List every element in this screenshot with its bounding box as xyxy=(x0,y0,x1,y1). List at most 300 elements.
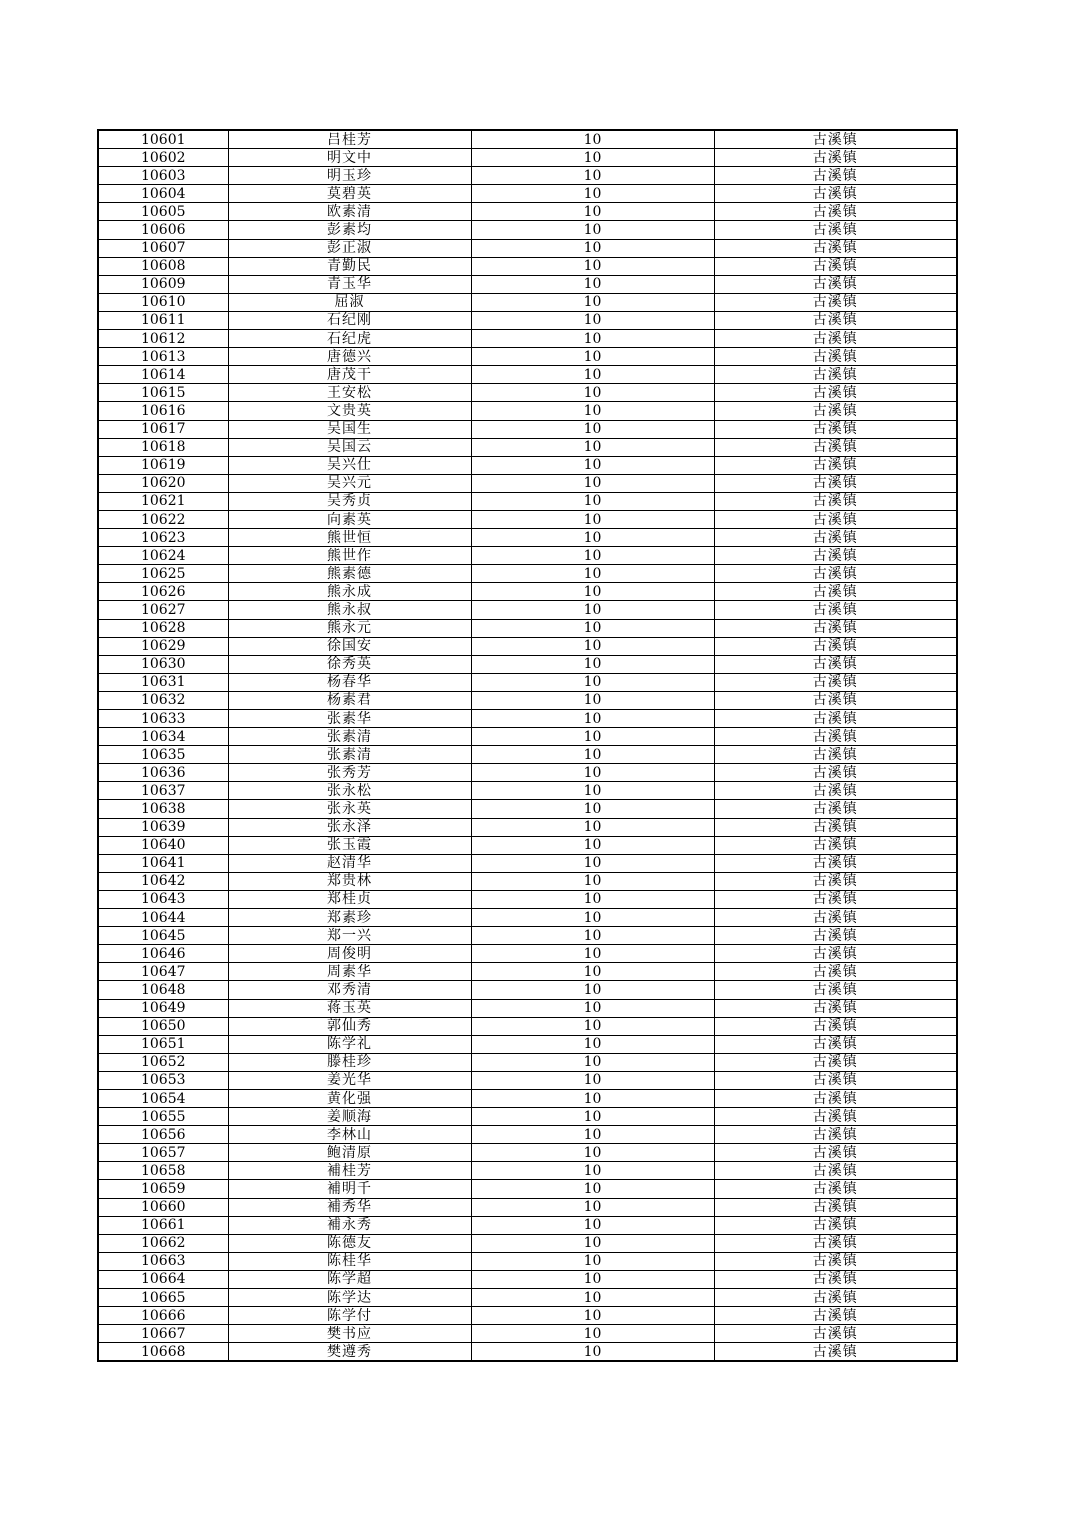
row-number-cell: 10 xyxy=(471,872,714,890)
row-id-cell: 10636 xyxy=(98,764,228,782)
row-number-cell: 10 xyxy=(471,836,714,854)
row-number-cell: 10 xyxy=(471,945,714,963)
row-name-cell: 李林山 xyxy=(228,1126,471,1144)
row-number-cell: 10 xyxy=(471,438,714,456)
row-town-cell: 古溪镇 xyxy=(714,1071,957,1089)
row-id-cell: 10607 xyxy=(98,239,228,257)
row-id-cell: 10655 xyxy=(98,1108,228,1126)
table-row xyxy=(98,1270,957,1288)
row-number-cell: 10 xyxy=(471,384,714,402)
row-town-cell: 古溪镇 xyxy=(714,655,957,673)
row-name-cell: 张素清 xyxy=(228,746,471,764)
row-name-cell: 张玉霞 xyxy=(228,836,471,854)
row-number-cell: 10 xyxy=(471,963,714,981)
row-name-cell: 石纪虎 xyxy=(228,330,471,348)
row-id-cell: 10619 xyxy=(98,456,228,474)
row-town-cell: 古溪镇 xyxy=(714,619,957,637)
table-row xyxy=(98,800,957,818)
row-id-cell: 10626 xyxy=(98,583,228,601)
row-town-cell: 古溪镇 xyxy=(714,1017,957,1035)
table-row xyxy=(98,384,957,402)
row-number-cell: 10 xyxy=(471,1180,714,1198)
row-town-cell: 古溪镇 xyxy=(714,510,957,528)
roster-table-body xyxy=(98,130,957,1361)
row-town-cell: 古溪镇 xyxy=(714,384,957,402)
row-name-cell: 文贵英 xyxy=(228,402,471,420)
row-town-cell: 古溪镇 xyxy=(714,547,957,565)
row-number-cell: 10 xyxy=(471,1126,714,1144)
row-name-cell: 補桂芳 xyxy=(228,1162,471,1180)
row-number-cell: 10 xyxy=(471,492,714,510)
table-row xyxy=(98,655,957,673)
row-town-cell: 古溪镇 xyxy=(714,601,957,619)
row-town-cell: 古溪镇 xyxy=(714,185,957,203)
row-number-cell: 10 xyxy=(471,673,714,691)
row-name-cell: 莫碧英 xyxy=(228,185,471,203)
table-row xyxy=(98,1071,957,1089)
row-town-cell: 古溪镇 xyxy=(714,330,957,348)
row-town-cell: 古溪镇 xyxy=(714,1198,957,1216)
table-row xyxy=(98,402,957,420)
row-id-cell: 10650 xyxy=(98,1017,228,1035)
row-number-cell: 10 xyxy=(471,782,714,800)
row-town-cell: 古溪镇 xyxy=(714,800,957,818)
row-number-cell: 10 xyxy=(471,746,714,764)
row-number-cell: 10 xyxy=(471,637,714,655)
table-row xyxy=(98,981,957,999)
row-number-cell: 10 xyxy=(471,1325,714,1343)
table-row xyxy=(98,1126,957,1144)
row-town-cell: 古溪镇 xyxy=(714,836,957,854)
row-id-cell: 10667 xyxy=(98,1325,228,1343)
row-name-cell: 石纪刚 xyxy=(228,311,471,329)
row-name-cell: 熊永叔 xyxy=(228,601,471,619)
row-town-cell: 古溪镇 xyxy=(714,1162,957,1180)
table-row xyxy=(98,909,957,927)
row-id-cell: 10645 xyxy=(98,927,228,945)
row-name-cell: 青勤民 xyxy=(228,257,471,275)
row-town-cell: 古溪镇 xyxy=(714,637,957,655)
row-name-cell: 陈德友 xyxy=(228,1234,471,1252)
table-row xyxy=(98,185,957,203)
row-id-cell: 10640 xyxy=(98,836,228,854)
row-number-cell: 10 xyxy=(471,981,714,999)
row-name-cell: 张秀芳 xyxy=(228,764,471,782)
table-row xyxy=(98,782,957,800)
row-id-cell: 10630 xyxy=(98,655,228,673)
row-town-cell: 古溪镇 xyxy=(714,275,957,293)
row-town-cell: 古溪镇 xyxy=(714,1234,957,1252)
row-town-cell: 古溪镇 xyxy=(714,438,957,456)
row-town-cell: 古溪镇 xyxy=(714,872,957,890)
row-town-cell: 古溪镇 xyxy=(714,366,957,384)
row-name-cell: 滕桂珍 xyxy=(228,1053,471,1071)
table-row xyxy=(98,1144,957,1162)
row-town-cell: 古溪镇 xyxy=(714,1126,957,1144)
table-row xyxy=(98,130,957,149)
table-row xyxy=(98,1343,957,1362)
row-name-cell: 徐秀英 xyxy=(228,655,471,673)
row-town-cell: 古溪镇 xyxy=(714,474,957,492)
row-id-cell: 10637 xyxy=(98,782,228,800)
row-id-cell: 10642 xyxy=(98,872,228,890)
row-number-cell: 10 xyxy=(471,890,714,908)
table-row xyxy=(98,565,957,583)
row-number-cell: 10 xyxy=(471,185,714,203)
table-row xyxy=(98,203,957,221)
table-row xyxy=(98,239,957,257)
row-id-cell: 10602 xyxy=(98,149,228,167)
row-id-cell: 10646 xyxy=(98,945,228,963)
table-row xyxy=(98,1307,957,1325)
row-town-cell: 古溪镇 xyxy=(714,981,957,999)
row-name-cell: 補秀华 xyxy=(228,1198,471,1216)
table-row xyxy=(98,890,957,908)
row-name-cell: 明文中 xyxy=(228,149,471,167)
row-town-cell: 古溪镇 xyxy=(714,1252,957,1270)
row-id-cell: 10647 xyxy=(98,963,228,981)
row-id-cell: 10628 xyxy=(98,619,228,637)
row-number-cell: 10 xyxy=(471,547,714,565)
row-town-cell: 古溪镇 xyxy=(714,710,957,728)
row-name-cell: 张永松 xyxy=(228,782,471,800)
row-number-cell: 10 xyxy=(471,1252,714,1270)
row-id-cell: 10623 xyxy=(98,529,228,547)
row-number-cell: 10 xyxy=(471,529,714,547)
row-town-cell: 古溪镇 xyxy=(714,167,957,185)
row-id-cell: 10625 xyxy=(98,565,228,583)
row-number-cell: 10 xyxy=(471,764,714,782)
row-town-cell: 古溪镇 xyxy=(714,746,957,764)
row-name-cell: 陈学付 xyxy=(228,1307,471,1325)
row-number-cell: 10 xyxy=(471,149,714,167)
row-number-cell: 10 xyxy=(471,221,714,239)
row-id-cell: 10641 xyxy=(98,854,228,872)
row-town-cell: 古溪镇 xyxy=(714,492,957,510)
row-id-cell: 10659 xyxy=(98,1180,228,1198)
row-number-cell: 10 xyxy=(471,818,714,836)
row-name-cell: 熊永成 xyxy=(228,583,471,601)
row-number-cell: 10 xyxy=(471,710,714,728)
row-name-cell: 蒋玉英 xyxy=(228,999,471,1017)
row-town-cell: 古溪镇 xyxy=(714,1289,957,1307)
row-id-cell: 10656 xyxy=(98,1126,228,1144)
table-row xyxy=(98,583,957,601)
row-town-cell: 古溪镇 xyxy=(714,221,957,239)
row-id-cell: 10611 xyxy=(98,311,228,329)
table-row xyxy=(98,728,957,746)
row-number-cell: 10 xyxy=(471,1343,714,1362)
table-row xyxy=(98,637,957,655)
table-row xyxy=(98,1035,957,1053)
table-row xyxy=(98,673,957,691)
table-row xyxy=(98,999,957,1017)
table-row xyxy=(98,872,957,890)
table-row xyxy=(98,1162,957,1180)
row-town-cell: 古溪镇 xyxy=(714,529,957,547)
row-name-cell: 陈学达 xyxy=(228,1289,471,1307)
row-number-cell: 10 xyxy=(471,348,714,366)
row-name-cell: 欧素清 xyxy=(228,203,471,221)
table-row xyxy=(98,1216,957,1234)
row-id-cell: 10663 xyxy=(98,1252,228,1270)
row-number-cell: 10 xyxy=(471,311,714,329)
table-row xyxy=(98,818,957,836)
table-row xyxy=(98,1108,957,1126)
row-id-cell: 10601 xyxy=(98,130,228,149)
row-name-cell: 张素华 xyxy=(228,710,471,728)
row-name-cell: 吴国生 xyxy=(228,420,471,438)
table-row xyxy=(98,764,957,782)
table-row xyxy=(98,1089,957,1107)
row-number-cell: 10 xyxy=(471,565,714,583)
table-row xyxy=(98,746,957,764)
row-name-cell: 吴兴元 xyxy=(228,474,471,492)
table-row xyxy=(98,1053,957,1071)
row-town-cell: 古溪镇 xyxy=(714,149,957,167)
row-id-cell: 10638 xyxy=(98,800,228,818)
row-name-cell: 彭正淑 xyxy=(228,239,471,257)
row-number-cell: 10 xyxy=(471,456,714,474)
row-number-cell: 10 xyxy=(471,510,714,528)
row-town-cell: 古溪镇 xyxy=(714,1270,957,1288)
table-row xyxy=(98,854,957,872)
table-row xyxy=(98,529,957,547)
row-id-cell: 10621 xyxy=(98,492,228,510)
row-id-cell: 10613 xyxy=(98,348,228,366)
table-row xyxy=(98,710,957,728)
row-id-cell: 10664 xyxy=(98,1270,228,1288)
row-town-cell: 古溪镇 xyxy=(714,1053,957,1071)
row-id-cell: 10633 xyxy=(98,710,228,728)
row-town-cell: 古溪镇 xyxy=(714,691,957,709)
row-name-cell: 杨素君 xyxy=(228,691,471,709)
table-row xyxy=(98,691,957,709)
row-number-cell: 10 xyxy=(471,583,714,601)
row-number-cell: 10 xyxy=(471,257,714,275)
row-number-cell: 10 xyxy=(471,130,714,149)
table-row xyxy=(98,311,957,329)
row-number-cell: 10 xyxy=(471,1144,714,1162)
table-row xyxy=(98,167,957,185)
row-id-cell: 10629 xyxy=(98,637,228,655)
table-row xyxy=(98,330,957,348)
row-id-cell: 10606 xyxy=(98,221,228,239)
row-number-cell: 10 xyxy=(471,728,714,746)
row-town-cell: 古溪镇 xyxy=(714,999,957,1017)
row-name-cell: 補永秀 xyxy=(228,1216,471,1234)
row-number-cell: 10 xyxy=(471,1162,714,1180)
row-town-cell: 古溪镇 xyxy=(714,1089,957,1107)
row-number-cell: 10 xyxy=(471,293,714,311)
row-town-cell: 古溪镇 xyxy=(714,854,957,872)
row-id-cell: 10631 xyxy=(98,673,228,691)
row-number-cell: 10 xyxy=(471,619,714,637)
row-name-cell: 彭素均 xyxy=(228,221,471,239)
row-town-cell: 古溪镇 xyxy=(714,890,957,908)
row-name-cell: 张永泽 xyxy=(228,818,471,836)
row-id-cell: 10639 xyxy=(98,818,228,836)
row-id-cell: 10643 xyxy=(98,890,228,908)
table-row xyxy=(98,438,957,456)
row-number-cell: 10 xyxy=(471,601,714,619)
row-town-cell: 古溪镇 xyxy=(714,1180,957,1198)
row-id-cell: 10666 xyxy=(98,1307,228,1325)
table-row xyxy=(98,1234,957,1252)
row-town-cell: 古溪镇 xyxy=(714,583,957,601)
table-row xyxy=(98,456,957,474)
table-row xyxy=(98,420,957,438)
row-number-cell: 10 xyxy=(471,239,714,257)
row-town-cell: 古溪镇 xyxy=(714,728,957,746)
row-number-cell: 10 xyxy=(471,1289,714,1307)
row-id-cell: 10648 xyxy=(98,981,228,999)
row-id-cell: 10658 xyxy=(98,1162,228,1180)
table-row xyxy=(98,547,957,565)
row-town-cell: 古溪镇 xyxy=(714,130,957,149)
row-name-cell: 周俊明 xyxy=(228,945,471,963)
row-id-cell: 10603 xyxy=(98,167,228,185)
row-name-cell: 熊素德 xyxy=(228,565,471,583)
row-name-cell: 徐国安 xyxy=(228,637,471,655)
row-name-cell: 黄化强 xyxy=(228,1089,471,1107)
table-row xyxy=(98,348,957,366)
table-row xyxy=(98,1289,957,1307)
row-name-cell: 杨春华 xyxy=(228,673,471,691)
row-town-cell: 古溪镇 xyxy=(714,1325,957,1343)
row-number-cell: 10 xyxy=(471,167,714,185)
row-number-cell: 10 xyxy=(471,854,714,872)
row-number-cell: 10 xyxy=(471,275,714,293)
row-id-cell: 10605 xyxy=(98,203,228,221)
row-id-cell: 10635 xyxy=(98,746,228,764)
row-number-cell: 10 xyxy=(471,999,714,1017)
row-name-cell: 周素华 xyxy=(228,963,471,981)
row-name-cell: 姜光华 xyxy=(228,1071,471,1089)
row-id-cell: 10612 xyxy=(98,330,228,348)
row-id-cell: 10649 xyxy=(98,999,228,1017)
row-town-cell: 古溪镇 xyxy=(714,1108,957,1126)
table-row xyxy=(98,492,957,510)
row-number-cell: 10 xyxy=(471,402,714,420)
row-name-cell: 陈学礼 xyxy=(228,1035,471,1053)
row-town-cell: 古溪镇 xyxy=(714,239,957,257)
row-name-cell: 樊遵秀 xyxy=(228,1343,471,1362)
row-name-cell: 王安松 xyxy=(228,384,471,402)
row-town-cell: 古溪镇 xyxy=(714,782,957,800)
row-name-cell: 吕桂芳 xyxy=(228,130,471,149)
row-name-cell: 郑贵林 xyxy=(228,872,471,890)
table-row xyxy=(98,963,957,981)
row-id-cell: 10662 xyxy=(98,1234,228,1252)
row-name-cell: 郑一兴 xyxy=(228,927,471,945)
table-row xyxy=(98,1017,957,1035)
table-row xyxy=(98,1325,957,1343)
row-number-cell: 10 xyxy=(471,203,714,221)
row-number-cell: 10 xyxy=(471,1035,714,1053)
row-number-cell: 10 xyxy=(471,909,714,927)
row-number-cell: 10 xyxy=(471,1270,714,1288)
row-name-cell: 郑素珍 xyxy=(228,909,471,927)
row-number-cell: 10 xyxy=(471,927,714,945)
row-town-cell: 古溪镇 xyxy=(714,764,957,782)
row-name-cell: 明玉珍 xyxy=(228,167,471,185)
row-town-cell: 古溪镇 xyxy=(714,1144,957,1162)
row-name-cell: 唐茂干 xyxy=(228,366,471,384)
row-number-cell: 10 xyxy=(471,1089,714,1107)
row-id-cell: 10668 xyxy=(98,1343,228,1362)
table-row xyxy=(98,275,957,293)
row-name-cell: 熊世恒 xyxy=(228,529,471,547)
row-name-cell: 樊书应 xyxy=(228,1325,471,1343)
row-number-cell: 10 xyxy=(471,1234,714,1252)
row-name-cell: 陈桂华 xyxy=(228,1252,471,1270)
row-name-cell: 张永英 xyxy=(228,800,471,818)
row-name-cell: 吴秀贞 xyxy=(228,492,471,510)
row-name-cell: 熊永元 xyxy=(228,619,471,637)
row-id-cell: 10665 xyxy=(98,1289,228,1307)
row-town-cell: 古溪镇 xyxy=(714,927,957,945)
table-row xyxy=(98,257,957,275)
row-id-cell: 10660 xyxy=(98,1198,228,1216)
row-town-cell: 古溪镇 xyxy=(714,1035,957,1053)
row-number-cell: 10 xyxy=(471,1216,714,1234)
table-row xyxy=(98,927,957,945)
row-id-cell: 10657 xyxy=(98,1144,228,1162)
row-number-cell: 10 xyxy=(471,1017,714,1035)
row-id-cell: 10632 xyxy=(98,691,228,709)
row-number-cell: 10 xyxy=(471,1307,714,1325)
row-id-cell: 10617 xyxy=(98,420,228,438)
row-town-cell: 古溪镇 xyxy=(714,402,957,420)
table-row xyxy=(98,474,957,492)
row-town-cell: 古溪镇 xyxy=(714,1343,957,1362)
row-id-cell: 10609 xyxy=(98,275,228,293)
row-number-cell: 10 xyxy=(471,1108,714,1126)
row-town-cell: 古溪镇 xyxy=(714,311,957,329)
row-id-cell: 10661 xyxy=(98,1216,228,1234)
table-row xyxy=(98,149,957,167)
row-name-cell: 陈学超 xyxy=(228,1270,471,1288)
row-town-cell: 古溪镇 xyxy=(714,456,957,474)
row-id-cell: 10616 xyxy=(98,402,228,420)
row-town-cell: 古溪镇 xyxy=(714,293,957,311)
row-number-cell: 10 xyxy=(471,330,714,348)
row-id-cell: 10652 xyxy=(98,1053,228,1071)
row-town-cell: 古溪镇 xyxy=(714,1307,957,1325)
row-id-cell: 10610 xyxy=(98,293,228,311)
row-id-cell: 10620 xyxy=(98,474,228,492)
table-row xyxy=(98,945,957,963)
row-id-cell: 10614 xyxy=(98,366,228,384)
row-town-cell: 古溪镇 xyxy=(714,565,957,583)
roster-table xyxy=(97,129,958,1362)
row-number-cell: 10 xyxy=(471,420,714,438)
row-name-cell: 吴兴仕 xyxy=(228,456,471,474)
row-name-cell: 向素英 xyxy=(228,510,471,528)
table-row xyxy=(98,293,957,311)
row-number-cell: 10 xyxy=(471,474,714,492)
table-row xyxy=(98,366,957,384)
row-town-cell: 古溪镇 xyxy=(714,1216,957,1234)
table-row xyxy=(98,601,957,619)
row-name-cell: 青玉华 xyxy=(228,275,471,293)
row-number-cell: 10 xyxy=(471,1071,714,1089)
row-name-cell: 屈淑 xyxy=(228,293,471,311)
row-id-cell: 10622 xyxy=(98,510,228,528)
row-name-cell: 鲍清原 xyxy=(228,1144,471,1162)
row-id-cell: 10653 xyxy=(98,1071,228,1089)
